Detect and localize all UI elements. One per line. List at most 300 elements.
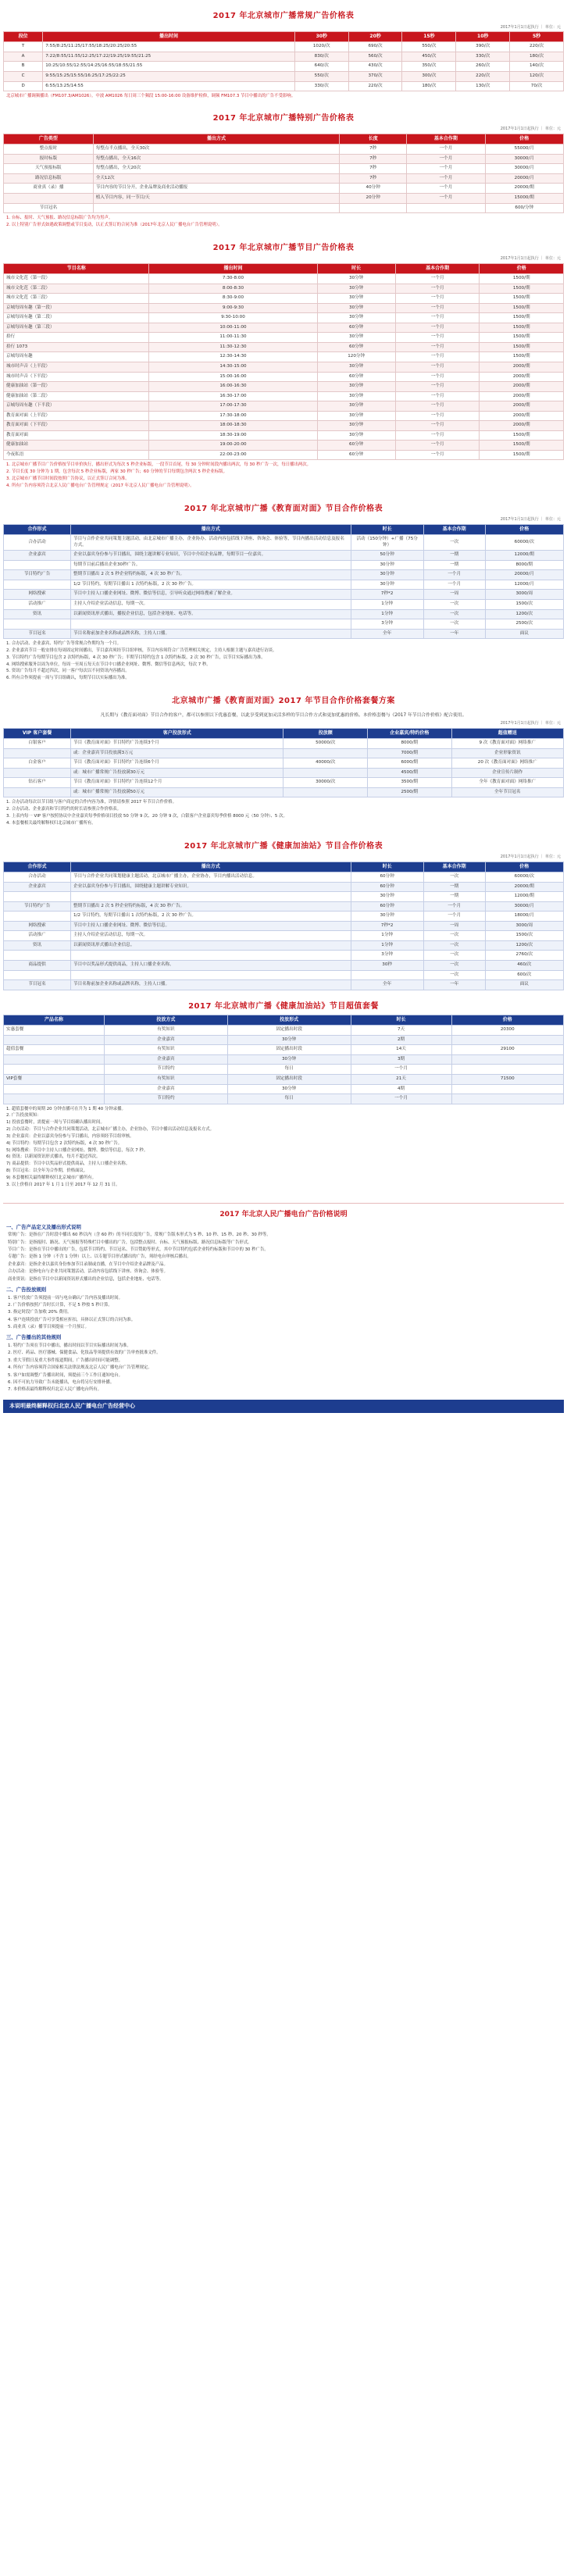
note-line: 3. 北京城市广播节目时间段按照广告协议，以正式签订合同为准。: [6, 476, 130, 482]
table-cell: 30分钟: [317, 430, 395, 441]
table-cell: 30000/月: [485, 901, 563, 912]
table-cell: [4, 1054, 105, 1065]
table-cell: 7秒: [340, 164, 407, 174]
table-cell: [451, 1084, 563, 1094]
table-cell: 3000/周: [485, 590, 563, 600]
table-cell: 60分钟: [317, 441, 395, 451]
table-cell: 300/次: [402, 71, 456, 81]
table-header-row: [4, 862, 564, 872]
table-row: [4, 42, 564, 52]
table-cell: 2760/次: [485, 951, 563, 961]
table-cell: [4, 912, 71, 922]
table-cell: 一个月: [395, 362, 480, 373]
table-cell: 30分钟: [351, 892, 423, 902]
table-cell: 350/次: [402, 62, 456, 72]
column-header: 合作形式: [4, 525, 71, 535]
table-cell: 一个月: [351, 1065, 451, 1075]
table-cell: 一次: [423, 599, 485, 609]
education-program-section: [3, 504, 564, 685]
table-row: [4, 758, 564, 769]
note-line: 2) 合办活动：节目与合作企业共同策划活动，北京城市广播主办，企业协办，节目中播出活动信息及报名方式。: [6, 1127, 214, 1133]
table-cell: 企业以嘉宾身份参与节目播出，围绕健康主题讲解专业知识。: [71, 882, 351, 892]
table-cell: 一个月: [395, 391, 480, 401]
table-cell: 7天: [351, 1026, 451, 1036]
table-cell: 主持人介绍企业活动信息，每期一次。: [71, 599, 351, 609]
table-cell: 节目名称前加企业名称或品牌名称，主持人口播。: [71, 980, 351, 990]
explanation-paragraph: 合办活动：是指电台与企业共同策划活动，活动内容包括线下讲座、咨询会、体验等。: [8, 1269, 168, 1275]
table-cell: 390/次: [456, 42, 510, 52]
table-cell: 活动推广: [4, 931, 71, 941]
table-cell: 9 次《教育面对面》网络推广: [451, 739, 563, 749]
note-line: 1) 投放套餐时，需提前一周与节目组确认播出时间。: [6, 1120, 105, 1126]
table-cell: 京城每周有趣（第二段）: [4, 313, 149, 323]
table-row: [4, 411, 564, 421]
table-cell: 180/次: [402, 81, 456, 91]
table-cell: 城市文化范（第三段）: [4, 294, 149, 304]
special-ad-title: 2017 年北京城市广播特别广告价格表: [212, 113, 355, 123]
table-cell: 7:30-8:00: [149, 274, 317, 284]
table-cell: 20 次《教育面对面》网络推广: [451, 758, 563, 769]
table-row: [4, 154, 564, 164]
table-cell: 一周: [423, 590, 485, 600]
table-cell: 18:00-18:30: [149, 421, 317, 431]
table-cell: 16:30-17:00: [149, 391, 317, 401]
table-cell: 1500/期: [480, 430, 564, 441]
table-cell: D: [4, 81, 43, 91]
column-header: 长度: [340, 134, 407, 144]
table-cell: 实惠套餐: [4, 1026, 105, 1036]
table-cell: 一次: [423, 535, 485, 551]
table-cell: 节目与合作企业共同策划健康主题活动，北京城市广播主办，企业协办，节目内播出活动信息。: [71, 872, 351, 883]
education-package-intro: 凡长期与《教育面对面》节目合作的客户，都可以参照以下优惠套餐，以此享受到更加灵活多样的节目合作方式和更加优惠的价格。本价格套餐与《2017 年节目合作价格》配合使用。: [100, 712, 467, 718]
table-cell: 1200/次: [485, 940, 563, 951]
table-cell: 节目特约: [105, 1094, 228, 1104]
table-cell: 企业嘉宾: [105, 1035, 228, 1045]
explanation-paragraph: 5. 客户如需调整广告播出时间，须提前三个工作日通知电台。: [8, 1372, 123, 1378]
table-row: [4, 313, 564, 323]
table-cell: 企业宣传片制作: [451, 768, 563, 778]
table-cell: 节目特约广告: [4, 570, 71, 580]
special-ad-table: [3, 134, 564, 213]
table-cell: 全年节目冠名: [451, 787, 563, 797]
table-cell: 节目特约: [105, 1065, 228, 1075]
table-row: [4, 71, 564, 81]
table-row: [4, 52, 564, 62]
table-cell: 70/次: [510, 81, 564, 91]
table-cell: 整期节目播出 2 次 5 秒企业特约标版，4 次 30 秒广告。: [71, 570, 351, 580]
table-cell: 企业嘉宾: [4, 882, 71, 892]
table-cell: 60分钟: [317, 372, 395, 382]
table-cell: 14:30-15:00: [149, 362, 317, 373]
column-header: 播出方式: [71, 862, 351, 872]
table-row: [4, 352, 564, 362]
table-cell: 或：企业嘉宾节目投放满3万元: [71, 748, 284, 758]
table-cell: 每日: [227, 1065, 351, 1075]
column-header: 基本合作期: [395, 263, 480, 273]
table-cell: 830/次: [294, 52, 348, 62]
table-cell: [4, 560, 71, 570]
table-cell: 超值套餐: [4, 1045, 105, 1055]
table-cell: 50分钟: [351, 551, 423, 561]
column-header: 价格: [485, 525, 563, 535]
table-cell: [4, 1035, 105, 1045]
explanation-footer: 本说明最终解释权归北京人民广播电台广告经营中心: [3, 1400, 564, 1413]
table-cell: 固定播出时段: [227, 1074, 351, 1084]
table-cell: 一个月: [395, 352, 480, 362]
table-cell: 11:30-12:30: [149, 342, 317, 352]
table-cell: [351, 970, 423, 980]
table-cell: 6:55/13:25/14:55: [43, 81, 295, 91]
table-cell: 一个月: [395, 430, 480, 441]
table-cell: 整点报时: [4, 144, 94, 155]
health-package-section: [3, 1001, 564, 1192]
table-cell: 以新闻资讯形式播出企业信息。: [71, 940, 351, 951]
column-header: 播出时间: [43, 32, 295, 42]
table-cell: 7秒*2: [351, 921, 423, 931]
health-package-title: 2017 年北京城市广播《健康加油站》节目超值套餐: [188, 1001, 379, 1011]
column-header: 广告类型: [4, 134, 94, 144]
table-cell: 30秒: [351, 961, 423, 971]
table-cell: 7000/期: [368, 748, 452, 758]
regular-ad-note: 北京城市广播调频播出（FM107.3/AM1026）。中波 AM1026 每日周三个频段 15:00-16:00 设备维护检修，调频 FM107.3 节目中播出的广告不受影响。: [6, 94, 296, 99]
special-ad-notes: [3, 213, 564, 232]
note-line: 9) 本套餐相关最终解释权归北京城市广播所有。: [6, 1175, 97, 1180]
table-cell: 16:00-16:30: [149, 382, 317, 392]
column-header: 10秒: [456, 32, 510, 42]
table-cell: 21天: [351, 1074, 451, 1084]
table-row: [4, 892, 564, 902]
note-line: 1. 合办活动、企业嘉宾、特约广告等常规合作期均为一个月。: [6, 641, 122, 647]
column-header: 30秒: [294, 32, 348, 42]
table-cell: 活动推广: [4, 599, 71, 609]
table-cell: 一个月: [423, 570, 485, 580]
note-line: 4. 本套餐相关最终解释权归北京城市广播所有。: [6, 820, 96, 826]
table-cell: 1500/次: [485, 931, 563, 941]
table-cell: 7:22/8:55/11:55/12:25/17:22/19:25/19:55/21:25: [43, 52, 295, 62]
table-row: [4, 901, 564, 912]
note-line: 1. 合办活动每次以节目组与客户商定的合作内容为准，详情请参照 2017 年节目合作价格。: [6, 800, 177, 805]
table-cell: 有奖知识: [105, 1026, 228, 1036]
table-cell: 合办活动: [4, 872, 71, 883]
table-cell: 60000/次: [485, 535, 563, 551]
table-cell: 2期: [351, 1035, 451, 1045]
table-cell: 1500/期: [480, 342, 564, 352]
table-cell: [4, 1084, 105, 1094]
explanation-paragraph: 7. 本价格表最终解释权归北京人民广播电台所有。: [8, 1387, 102, 1393]
table-row: [4, 362, 564, 373]
table-cell: 30分钟: [317, 284, 395, 294]
table-cell: 每日: [227, 1094, 351, 1104]
table-cell: 10:00-11:00: [149, 323, 317, 333]
table-row: [4, 609, 564, 619]
table-cell: 30分钟: [317, 401, 395, 412]
table-cell: 节目中主持人口播企业网址、微博、微信等信息，引导听众通过网络搜索了解企业。: [71, 590, 351, 600]
education-package-table: [3, 728, 564, 797]
table-cell: 今夜私语: [4, 450, 149, 460]
table-cell: 7:55/8:25/11:25/17:55/18:25/20:25/20:55: [43, 42, 295, 52]
table-cell: 2000/期: [480, 411, 564, 421]
note-line: 4. 所有广告内容须符合北京人民广播电台广告管理规定（2017 年北京人民广播电台广告管理说明）。: [6, 483, 194, 488]
table-row: [4, 748, 564, 758]
explanation-paragraph: 常规广告：是指在广告时段中播出 60 秒以内（含 60 秒）的不同长度的广告，常规广告版本形式为 5 秒、10 秒、15 秒、20 秒、30 秒等。: [8, 1233, 271, 1238]
program-ad-section: [3, 243, 564, 493]
table-cell: 京城每周有趣（下半段）: [4, 401, 149, 412]
table-cell: A: [4, 52, 43, 62]
column-header: 客户投放形式: [71, 729, 284, 739]
table-row: [4, 333, 564, 343]
table-cell: 白金客户: [4, 758, 71, 769]
table-cell: 60分钟: [351, 901, 423, 912]
table-cell: 每期节目前后播出企业30秒广告。: [71, 560, 351, 570]
table-cell: 企业以嘉宾身份参与节目播出，围绕主题讲解专业知识，节目中介绍企业品牌，每期节目一位嘉宾。: [71, 551, 351, 561]
table-cell: 30000/月: [485, 154, 563, 164]
table-row: [4, 739, 564, 749]
table-cell: 主持人介绍企业活动信息，每期一次。: [71, 931, 351, 941]
table-cell: 30分钟: [227, 1054, 351, 1065]
education-package-section: [3, 696, 564, 830]
table-cell: 植入节目内容，同一节目/天: [93, 193, 339, 203]
table-cell: 一个月: [395, 411, 480, 421]
column-header: 5秒: [510, 32, 564, 42]
table-cell: 30分钟: [317, 294, 395, 304]
table-cell: 一个月: [395, 313, 480, 323]
table-cell: 节目《教育面对面》节目特约广告连续6个月: [71, 758, 284, 769]
table-cell: 20000/月: [485, 570, 563, 580]
table-cell: 30分钟: [351, 560, 423, 570]
table-row: [4, 931, 564, 941]
table-cell: 12:30-14:30: [149, 352, 317, 362]
table-cell: 220/次: [348, 81, 402, 91]
table-cell: 140/次: [510, 62, 564, 72]
table-cell: 120/次: [510, 71, 564, 81]
table-cell: 8:30-9:00: [149, 294, 317, 304]
table-row: [4, 882, 564, 892]
table-cell: 1500/期: [480, 441, 564, 451]
table-cell: 60000/次: [485, 872, 563, 883]
explanation-paragraph: 1. 客户投放广告须提前一周与电台确认广告内容及播出时间。: [8, 1295, 123, 1300]
table-row: [4, 421, 564, 431]
table-cell: 430/次: [348, 62, 402, 72]
table-cell: 30分钟: [351, 912, 423, 922]
table-cell: 京城每周有趣: [4, 352, 149, 362]
table-cell: 一次: [423, 970, 485, 980]
table-cell: 450/次: [402, 52, 456, 62]
table-cell: 教育面对面: [4, 430, 149, 441]
table-cell: 600/分钟: [485, 203, 563, 213]
column-header: 基本合作期: [423, 862, 485, 872]
table-row: [4, 629, 564, 639]
table-cell: 1500/期: [480, 352, 564, 362]
table-cell: 全年《教育面对面》网络推广: [451, 778, 563, 788]
note-line: 2. 以上特别广告形式如遇政策调整或节目变动，以正式签订的合同为准（2017年北京人民广播电台广告管理说明）。: [6, 222, 223, 227]
table-cell: [4, 787, 71, 797]
table-cell: 教育面对面（上半段）: [4, 411, 149, 421]
table-cell: 10:25/10:55/12:55/14:25/16:55/18:55/21:55: [43, 62, 295, 72]
table-row: [4, 1065, 564, 1075]
table-cell: 一个月: [395, 372, 480, 382]
education-program-title: 2017 年北京城市广播《教育面对面》节目合作价格表: [184, 504, 383, 513]
table-cell: 一个月: [423, 912, 485, 922]
education-package-subtitle: 2017年1月1日起执行 ｜ 单位：元: [500, 721, 561, 726]
table-cell: 一个月: [407, 184, 485, 194]
column-header: 价格: [451, 1015, 563, 1026]
table-cell: 城市时声音（下半段）: [4, 372, 149, 382]
table-cell: [284, 768, 368, 778]
table-row: [4, 980, 564, 990]
table-row: [4, 599, 564, 609]
table-row: [4, 872, 564, 883]
table-cell: 22:00-23:00: [149, 450, 317, 460]
table-cell: 节目与合作企业共同策划主题活动，由北京城市广播主办，企业协办。活动内容包括线下讲座、咨询会、体验等，节目内播出活动信息及报名方式。: [71, 535, 351, 551]
table-row: [4, 274, 564, 284]
note-line: 3) 企业嘉宾：企业以嘉宾身份参与节目播出，内容须经节目组审核。: [6, 1133, 134, 1139]
table-row: [4, 203, 564, 213]
table-row: [4, 560, 564, 570]
table-row: [4, 372, 564, 382]
note-line: 7) 商品提供：节目中以奖品形式提供商品，主持人口播企业名称。: [6, 1161, 130, 1167]
table-cell: 9:55/15:25/15:55/16:25/17:25/22:25: [43, 71, 295, 81]
table-cell: 一个月: [395, 294, 480, 304]
table-cell: 15:00-16:00: [149, 372, 317, 382]
table-cell: 健康加油站（第一段）: [4, 382, 149, 392]
rate-explanation-section: [3, 1210, 564, 1414]
explanation-paragraph: 3. 指定时段广告加收 20% 费用。: [8, 1310, 72, 1315]
table-cell: 600/次: [485, 970, 563, 980]
table-cell: VIP套餐: [4, 1074, 105, 1084]
table-cell: 1分钟: [351, 609, 423, 619]
table-cell: 2000/期: [480, 391, 564, 401]
table-cell: 一个月: [395, 421, 480, 431]
table-cell: 或：城市广播常规广告投放满30万元: [71, 768, 284, 778]
table-cell: 企业嘉宾: [105, 1084, 228, 1094]
explanation-paragraph: 4. 客户连续投放广告可享受相应折扣，具体以正式签订的合同为准。: [8, 1317, 136, 1322]
table-row: [4, 303, 564, 313]
table-row: [4, 580, 564, 590]
table-cell: 260/次: [456, 62, 510, 72]
table-cell: 640/次: [294, 62, 348, 72]
health-program-section: [3, 841, 564, 990]
table-cell: 一期: [423, 882, 485, 892]
table-cell: 30分钟: [317, 382, 395, 392]
table-cell: 2000/期: [480, 382, 564, 392]
table-cell: 20分钟: [340, 193, 407, 203]
table-cell: 一个月: [407, 193, 485, 203]
table-cell: 一期: [423, 560, 485, 570]
table-cell: 城市时声音（上半段）: [4, 362, 149, 373]
table-row: [4, 778, 564, 788]
table-cell: 2000/期: [480, 372, 564, 382]
table-cell: 1500/期: [480, 450, 564, 460]
column-header: 时长: [351, 1015, 451, 1026]
health-program-table: [3, 862, 564, 990]
table-cell: [340, 203, 407, 213]
table-cell: 一个月: [395, 450, 480, 460]
table-row: [4, 81, 564, 91]
table-cell: 一次: [423, 872, 485, 883]
explanation-heading: 二、广告投放规则: [6, 1286, 47, 1293]
table-cell: 节目冠名: [4, 203, 94, 213]
table-cell: 一个月: [423, 580, 485, 590]
table-cell: 节目《教育面对面》节目特约广告连续3个月: [71, 739, 284, 749]
table-cell: 12000/期: [485, 551, 563, 561]
table-cell: 一个月: [423, 901, 485, 912]
table-cell: 1200/次: [485, 609, 563, 619]
table-cell: 30分钟: [351, 580, 423, 590]
table-cell: 拾行: [4, 333, 149, 343]
note-line: 6) 资讯：以新闻资讯形式播出，每月不超过四次。: [6, 1154, 101, 1160]
column-header: 合作形式: [4, 862, 71, 872]
note-line: 1. 台标、报时、天气预报、路况信息标版广告均为男声。: [6, 216, 113, 221]
table-row: [4, 768, 564, 778]
note-line: 4. 网络搜索服务以周为单位，每周一至周五每天在节目中口播企业网址、微博、微信等信息两次，每次 7 秒。: [6, 662, 211, 667]
table-cell: 固定播出时段: [227, 1045, 351, 1055]
table-cell: 一个月: [395, 303, 480, 313]
table-cell: 330/次: [294, 81, 348, 91]
table-cell: 1500/期: [480, 294, 564, 304]
table-cell: 节目《教育面对面》节目特约广告连续12个月: [71, 778, 284, 788]
table-cell: 14天: [351, 1045, 451, 1055]
table-cell: 教育面对面（下半段）: [4, 421, 149, 431]
table-cell: 一次: [423, 940, 485, 951]
table-cell: [71, 892, 351, 902]
table-cell: [4, 1094, 105, 1104]
table-cell: 1500/期: [480, 303, 564, 313]
table-row: [4, 951, 564, 961]
table-cell: 一个月: [395, 274, 480, 284]
note-line: 2. 企业嘉宾节目一般安排在每周固定时间播出，节目嘉宾须经节目组审核，节目内容须符合广告管理相关规定，主持人根据主题与嘉宾进行访谈。: [6, 648, 277, 653]
note-line: 5. 资讯广告每月不超过四次，同一客户每次以不同资讯内容播出。: [6, 669, 130, 674]
table-cell: 18:30-19:00: [149, 430, 317, 441]
rate-explanation-title: 2017 年北京人民广播电台广告价格说明: [219, 1210, 348, 1218]
note-line: 2. 节目长度 30 分钟为 1 期，包含每次 5 秒企业标版，两家 30 秒广告；60 分钟的节目每期包含两次 5 秒企业标版。: [6, 469, 227, 475]
table-cell: 一次: [423, 961, 485, 971]
table-row: [4, 323, 564, 333]
table-cell: [4, 951, 71, 961]
table-cell: 1/2 节目特约，每期节目播出 1 次特约标版，2 次 30 秒广告。: [71, 580, 351, 590]
note-line: 8) 节目冠名：以全年为合作期，价格面议。: [6, 1168, 88, 1174]
table-cell: 京城每周有趣（第三段）: [4, 323, 149, 333]
table-cell: 29100: [451, 1045, 563, 1055]
table-row: [4, 535, 564, 551]
table-cell: 130/次: [456, 81, 510, 91]
table-row: [4, 590, 564, 600]
table-cell: 30分钟: [317, 411, 395, 421]
table-cell: 30分钟: [317, 333, 395, 343]
table-header-row: [4, 1015, 564, 1026]
table-cell: 1500/期: [480, 333, 564, 343]
table-cell: 一个月: [351, 1094, 451, 1104]
table-cell: 全年: [351, 629, 423, 639]
table-cell: [4, 619, 71, 630]
table-cell: 60分钟: [317, 450, 395, 460]
table-cell: 60分钟: [351, 882, 423, 892]
table-cell: 2000/期: [480, 401, 564, 412]
table-cell: 1500/次: [485, 599, 563, 609]
program-ad-table: [3, 263, 564, 460]
note-line: 6. 所有合作须提前一周与节目组确认，每期节目以实际播出为准。: [6, 676, 130, 681]
table-cell: 15000/期: [485, 193, 563, 203]
program-ad-notes: [3, 460, 564, 492]
table-row: [4, 1054, 564, 1065]
column-header: 基本合作期: [407, 134, 485, 144]
table-row: [4, 1035, 564, 1045]
column-header: 投放方式: [105, 1015, 228, 1026]
table-cell: 资讯: [4, 940, 71, 951]
column-header: 播出方式: [93, 134, 339, 144]
table-row: [4, 1074, 564, 1084]
note-line: 3. 上表内每一 VIP 客户按照协议中企业嘉宾每季价格项目投放 50 分钟 9 次、20 分钟 9 次，白银客户企业嘉宾每季价格 8000 元（50 分钟）、5 次。: [6, 814, 287, 819]
table-cell: 1500/期: [480, 313, 564, 323]
